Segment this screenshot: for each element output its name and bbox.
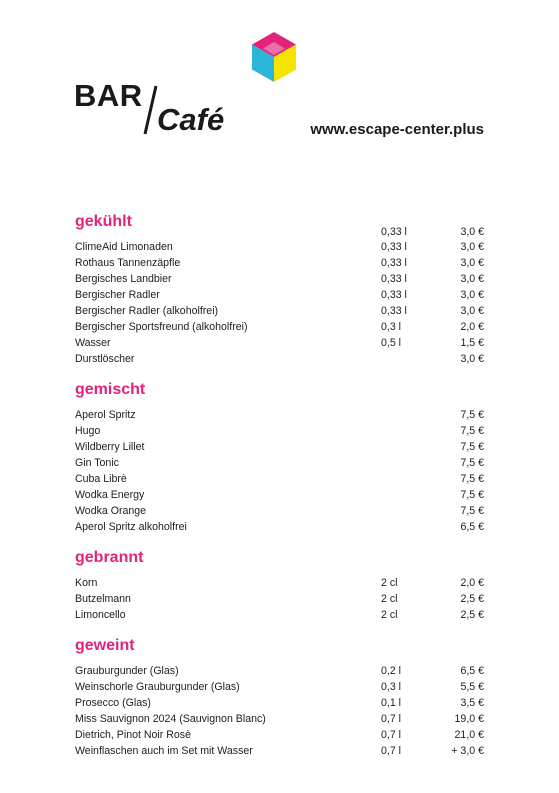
item-volume: 0,7 l	[381, 745, 402, 757]
logo-slash	[142, 84, 158, 136]
header-volume: 0,33 l	[381, 226, 407, 238]
menu-section	[75, 637, 484, 759]
item-name: Hugo	[75, 425, 101, 437]
item-price: 2,5 €	[460, 609, 484, 621]
item-price: 2,5 €	[460, 593, 484, 605]
item-name: Bergischer Radler	[75, 289, 160, 301]
menu-item-list	[75, 239, 484, 367]
item-volume: 0,1 l	[381, 697, 402, 709]
item-price: 2,0 €	[460, 321, 484, 333]
menu-item	[75, 575, 484, 591]
item-name: Korn	[75, 577, 98, 589]
menu-item	[75, 607, 484, 623]
item-volume: 0,33 l	[381, 289, 407, 301]
item-volume: 0,2 l	[381, 665, 402, 677]
menu-item	[75, 351, 484, 367]
logo-bar-text: BAR	[74, 78, 143, 113]
item-name: ClimeAid Limonaden	[75, 241, 173, 253]
item-volume: 0,3 l	[381, 681, 402, 693]
item-price: 7,5 €	[460, 409, 484, 421]
item-name: Wodka Orange	[75, 505, 147, 517]
menu-item	[75, 503, 484, 519]
item-name: Bergischer Sportsfreund (alkoholfrei)	[75, 321, 248, 333]
section-title: gebrannt	[75, 549, 144, 566]
menu-item	[75, 303, 484, 319]
header-price: 3,0 €	[460, 226, 484, 238]
item-volume: 0,33 l	[381, 257, 407, 269]
item-price: 3,0 €	[460, 305, 484, 317]
menu-item	[75, 727, 484, 743]
hexagon-cube-logo-icon	[252, 32, 296, 82]
logo-cafe-text: Café	[157, 102, 225, 137]
item-name: Aperol Spritz alkoholfrei	[75, 521, 187, 533]
item-name: Grauburgunder (Glas)	[75, 665, 179, 677]
menu-item	[75, 239, 484, 255]
item-name: Rothaus Tannenzäpfle	[75, 257, 181, 269]
item-volume: 2 cl	[381, 609, 398, 621]
item-price: 2,0 €	[460, 577, 484, 589]
item-price: 7,5 €	[460, 489, 484, 501]
menu-item	[75, 271, 484, 287]
item-price: 7,5 €	[460, 441, 484, 453]
item-price: 3,0 €	[460, 257, 484, 269]
item-volume: 0,33 l	[381, 305, 407, 317]
menu-item	[75, 255, 484, 271]
item-name: Cuba Librè	[75, 473, 127, 485]
item-volume: 2 cl	[381, 577, 398, 589]
menu-item	[75, 591, 484, 607]
item-price: 3,0 €	[460, 289, 484, 301]
item-volume: 0,3 l	[381, 321, 402, 333]
item-price: 3,5 €	[460, 697, 484, 709]
item-name: Aperol Spritz	[75, 409, 136, 421]
item-name: Weinschorle Grauburgunder (Glas)	[75, 681, 240, 693]
item-name: Wodka Energy	[75, 489, 145, 501]
item-name: Bergisches Landbier	[75, 273, 172, 285]
menu-item-list	[75, 663, 484, 759]
menu-item	[75, 455, 484, 471]
menu-item	[75, 679, 484, 695]
item-name: Wasser	[75, 337, 111, 349]
item-name: Bergischer Radler (alkoholfrei)	[75, 305, 219, 317]
item-name: Wildberry Lillet	[75, 441, 145, 453]
item-volume: 0,5 l	[381, 337, 402, 349]
menu-item	[75, 695, 484, 711]
item-name: Weinflaschen auch im Set mit Wasser	[75, 745, 253, 757]
menu-item	[75, 319, 484, 335]
menu-item-list	[75, 575, 484, 623]
item-price: + 3,0 €	[451, 745, 484, 757]
item-price: 3,0 €	[460, 273, 484, 285]
item-price: 21,0 €	[454, 729, 484, 741]
drinks-menu	[75, 213, 484, 759]
menu-item	[75, 711, 484, 727]
item-price: 7,5 €	[460, 457, 484, 469]
item-volume: 2 cl	[381, 593, 398, 605]
menu-section	[75, 381, 484, 535]
item-price: 7,5 €	[460, 425, 484, 437]
menu-item	[75, 407, 484, 423]
item-price: 3,0 €	[460, 353, 484, 365]
section-title: gekühlt	[75, 213, 132, 230]
menu-section	[75, 213, 484, 367]
menu-item	[75, 287, 484, 303]
bar-cafe-logo	[74, 78, 244, 140]
item-volume: 0,33 l	[381, 273, 407, 285]
item-volume: 0,7 l	[381, 729, 402, 741]
item-name: Durstlöscher	[75, 353, 135, 365]
item-price: 5,5 €	[460, 681, 484, 693]
section-title: gemischt	[75, 381, 146, 398]
menu-item	[75, 423, 484, 439]
item-price: 19,0 €	[454, 713, 484, 725]
item-price: 7,5 €	[460, 473, 484, 485]
section-header-row	[75, 224, 484, 240]
menu-item-list	[75, 407, 484, 535]
item-name: Gin Tonic	[75, 457, 119, 469]
item-name: Miss Sauvignon 2024 (Sauvignon Blanc)	[75, 713, 266, 725]
item-volume: 0,7 l	[381, 713, 402, 725]
item-price: 7,5 €	[460, 505, 484, 517]
item-name: Limoncello	[75, 609, 126, 621]
item-price: 3,0 €	[460, 241, 484, 253]
menu-item	[75, 439, 484, 455]
item-price: 1,5 €	[460, 337, 484, 349]
menu-section	[75, 549, 484, 623]
menu-item	[75, 663, 484, 679]
website-url: www.escape-center.plus	[310, 121, 484, 138]
menu-item	[75, 487, 484, 503]
menu-item	[75, 471, 484, 487]
menu-item	[75, 335, 484, 351]
item-price: 6,5 €	[460, 665, 484, 677]
section-title: geweint	[75, 637, 135, 654]
item-name: Butzelmann	[75, 593, 131, 605]
menu-item	[75, 519, 484, 535]
item-name: Prosecco (Glas)	[75, 697, 151, 709]
menu-item	[75, 743, 484, 759]
item-price: 6,5 €	[460, 521, 484, 533]
item-name: Dietrich, Pinot Noir Rosè	[75, 729, 191, 741]
item-volume: 0,33 l	[381, 241, 407, 253]
